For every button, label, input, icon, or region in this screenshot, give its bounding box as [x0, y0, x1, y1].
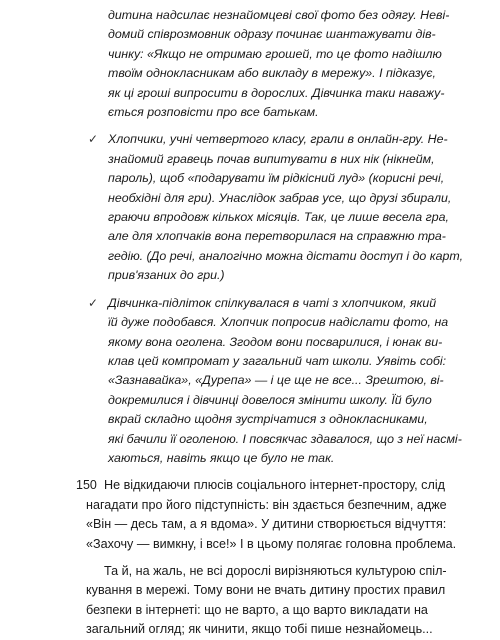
checkmark-icon: ✓	[88, 295, 99, 310]
text-line: Дівчинка-підліток спілкувалася в чаті з хлопчиком, який	[108, 295, 437, 310]
text-line: «Захочу — вимкну, і все!» І в цьому полягає головна проблема.	[86, 536, 457, 551]
text-line: безпеки в інтернеті: що не варто, а що варто викладати на	[86, 602, 428, 617]
text-line: вкрай складно щодня зустрічатися з однокласниками,	[108, 412, 428, 427]
text-line: прив'язаних до гри.)	[108, 268, 225, 283]
checkmark-icon: ✓	[88, 132, 99, 147]
text-line: нагадати про його підступність: він здається безпечним, адже	[86, 497, 447, 512]
text-line: якому вона оголена. Згодом вони посварилися, і юнак ви-	[108, 334, 443, 349]
text-line: які бачили її оголеною. І повсякчас здавалося, що з неї насмі-	[108, 431, 462, 446]
text-line: пароль), щоб «подарувати їм рідкісний луд» (корисні речі,	[108, 171, 445, 186]
text-line: хаються, навіть якщо це було не так.	[108, 450, 335, 465]
text-line: твоїм однокласникам або викладу в мережу». І підказує,	[108, 66, 436, 81]
text-line: Та й, на жаль, не всі дорослі вирізняються культурою спіл-	[104, 563, 447, 578]
list-item	[86, 294, 462, 469]
text-line: але для хлопчаків вона перетворилася на справжню тра-	[108, 229, 446, 244]
text-line: кування в мережі. Тому вони не вчать дитину простих правил	[86, 583, 446, 598]
text-line: граючи впродовж кількох місяців. Так, це лише весела гра,	[108, 210, 449, 225]
text-line: гедію. (До речі, аналогічно можна дістати доступ і до карт,	[108, 248, 464, 263]
text-line: Хлопчики, учні четвертого класу, грали в онлайн-гру. Не-	[108, 132, 448, 147]
list-item	[86, 6, 450, 122]
text-line: домий співрозмовник одразу починає шантажувати дів-	[108, 27, 436, 42]
text-line: ється розповісти про все батькам.	[108, 105, 319, 120]
paragraph	[86, 476, 457, 554]
text-line: дитина надсилає незнайомцеві свої фото без одягу. Неві-	[108, 8, 450, 22]
text-line: чинку: «Якщо не отримаю грошей, то це фото надішлю	[108, 46, 442, 61]
text-line: знайомий гравець почав випитувати в них нік (нікнейм,	[108, 151, 435, 166]
text-line: клав цей компромат у загальний чат школи. Уявіть собі:	[108, 353, 447, 368]
text-line: загальний огляд; як чинити, якщо тобі пише незнайомець...	[86, 622, 433, 637]
text-line: необхідні для гри). Унаслідок забрав усе, що друзі збирали,	[108, 190, 452, 205]
text-line: докремилися і дівчинці довелося змінити школу. Їй було	[108, 392, 432, 407]
book-page	[86, 6, 464, 640]
text-line: «Зазнавайка», «Дурепа» — і це ще не все... Зрештою, ві-	[108, 373, 444, 388]
paragraph	[86, 562, 447, 640]
text-line: їй дуже подобався. Хлопчик попросив надіслати фото, на	[108, 315, 449, 330]
text-line: як ці гроші випросити в дорослих. Дівчинка таки наважу-	[108, 85, 445, 100]
text-line: Не відкидаючи плюсів соціального інтернет-простору, слід	[104, 478, 445, 493]
page-number: 150	[76, 478, 97, 492]
text-line: «Він — десь там, а я вдома». У дитини створюється відчуття:	[86, 517, 447, 532]
list-item	[86, 130, 464, 285]
